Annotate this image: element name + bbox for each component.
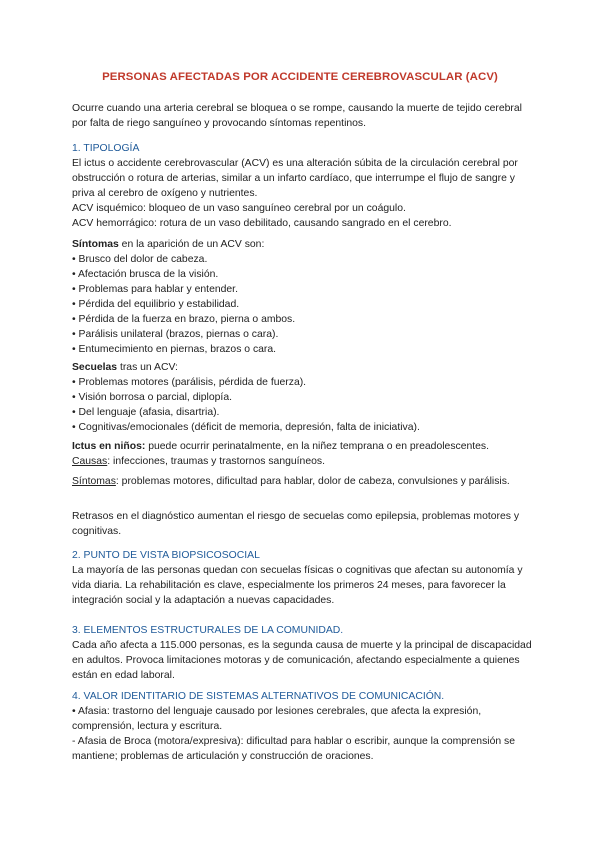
intro-paragraph: Ocurre cuando una arteria cerebral se bloquea o se rompe, causando la muerte de tejido cerebral por falta de riego sanguíneo y provocando síntomas repentinos. bbox=[72, 103, 522, 129]
document-title: PERSONAS AFECTADAS POR ACCIDENTE CEREBROVASCULAR (ACV) bbox=[102, 71, 498, 83]
ictus-ninos-line bbox=[72, 439, 534, 454]
sintomas-ninos-text: : problemas motores, dificultad para hablar, dolor de cabeza, convulsiones y parálisis. bbox=[115, 476, 510, 487]
list-item: • Del lenguaje (afasia, disartria). bbox=[72, 405, 534, 420]
acv-isquemico-line: ACV isquémico: bloqueo de un vaso sanguíneo cerebral por un coágulo. bbox=[72, 203, 406, 214]
sintomas-list bbox=[72, 252, 534, 357]
section-1-text: El ictus o accidente cerebrovascular (ACV) es una alteración súbita de la circulación cerebral por obstrucción o rotura de arterias, similar a un infarto cardíaco, que interrumpe el flujo de sangre y priva al cerebro de oxígeno y nutrientes. bbox=[72, 158, 518, 199]
causas-text: : infecciones, traumas y trastornos sanguíneos. bbox=[107, 456, 325, 467]
secuelas-list bbox=[72, 375, 534, 435]
afasia-paragraph: • Afasia: trastorno del lenguaje causado por lesiones cerebrales, que afecta la expresión, comprensión, lectura y escritura. bbox=[72, 706, 482, 732]
list-item: • Problemas motores (parálisis, pérdida de fuerza). bbox=[72, 375, 534, 390]
section-1-heading: 1. TIPOLOGÍA bbox=[72, 143, 140, 154]
section-3-heading: 3. ELEMENTOS ESTRUCTURALES DE LA COMUNIDAD. bbox=[72, 625, 344, 636]
causas-line bbox=[72, 454, 534, 469]
sintomas-label: Síntomas bbox=[72, 239, 119, 250]
ictus-ninos-text: puede ocurrir perinatalmente, en la niñez temprana o en preadolescentes. bbox=[145, 441, 490, 452]
secuelas-intro bbox=[72, 360, 534, 375]
broca-paragraph: - Afasia de Broca (motora/expresiva): dificultad para hablar o escribir, aunque la comprensión se mantiene; problemas de articulación y construcción de oraciones. bbox=[72, 736, 515, 762]
list-item: • Visión borrosa o parcial, diplopía. bbox=[72, 390, 534, 405]
list-item: • Pérdida de la fuerza en brazo, pierna o ambos. bbox=[72, 312, 534, 327]
list-item: • Brusco del dolor de cabeza. bbox=[72, 252, 534, 267]
list-item: • Cognitivas/emocionales (déficit de memoria, depresión, falta de iniciativa). bbox=[72, 420, 534, 435]
acv-hemorragico-line: ACV hemorrágico: rotura de un vaso debilitado, causando sangrado en el cerebro. bbox=[72, 218, 452, 229]
section-3-text: Cada año afecta a 115.000 personas, es la segunda causa de muerte y la principal de discapacidad en adultos. Provoca limitaciones motoras y de comunicación, afectando especialmente a quienes están en edad laboral. bbox=[72, 640, 532, 681]
section-2-heading: 2. PUNTO DE VISTA BIOPSICOSOCIAL bbox=[72, 550, 260, 561]
sintomas-ninos-line bbox=[72, 474, 534, 489]
list-item: • Pérdida del equilibrio y estabilidad. bbox=[72, 297, 534, 312]
causas-label: Causas bbox=[72, 456, 108, 467]
list-item: • Problemas para hablar y entender. bbox=[72, 282, 534, 297]
sintomas-intro-text: en la aparición de un ACV son: bbox=[118, 239, 265, 250]
secuelas-label: Secuelas bbox=[72, 362, 118, 373]
section-4-heading: 4. VALOR IDENTITARIO DE SISTEMAS ALTERNATIVOS DE COMUNICACIÓN. bbox=[72, 691, 445, 702]
secuelas-intro-text: tras un ACV: bbox=[117, 362, 178, 373]
section-2-text: La mayoría de las personas quedan con secuelas físicas o cognitivas que afectan su autonomía y vida diaria. La rehabilitación es clave, especialmente los primeros 24 meses, para favorecer la integración social y la adaptación a nuevas capacidades. bbox=[72, 565, 523, 606]
list-item: • Entumecimiento en piernas, brazos o cara. bbox=[72, 342, 534, 357]
list-item: • Afectación brusca de la visión. bbox=[72, 267, 534, 282]
ictus-ninos-label: Ictus en niños: bbox=[72, 441, 146, 452]
retrasos-paragraph: Retrasos en el diagnóstico aumentan el riesgo de secuelas como epilepsia, problemas motores y cognitivas. bbox=[72, 511, 520, 537]
secuelas-block bbox=[72, 360, 534, 435]
sintomas-block bbox=[72, 237, 534, 357]
sintomas-intro bbox=[72, 237, 534, 252]
sintomas-ninos-label: Síntomas bbox=[72, 476, 116, 487]
list-item: • Parálisis unilateral (brazos, piernas o cara). bbox=[72, 327, 534, 342]
